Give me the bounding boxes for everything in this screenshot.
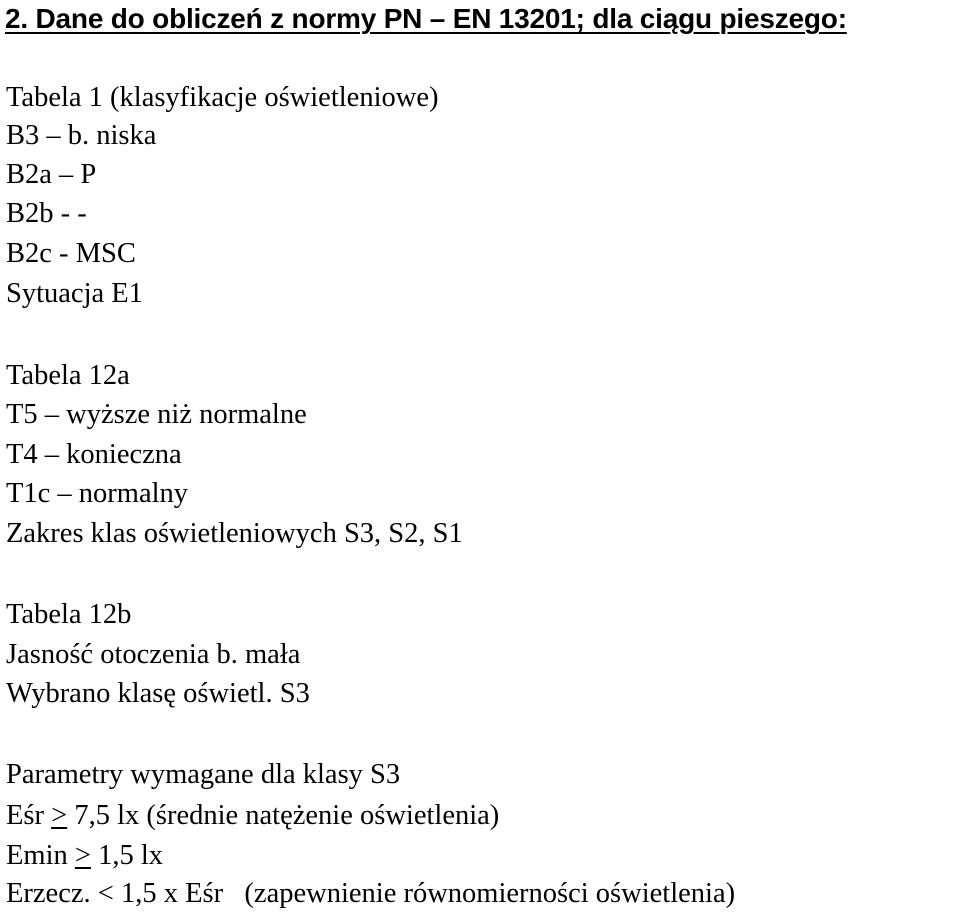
tabela-12b-line: Jasność otoczenia b. mała [6,639,301,670]
emin-value: 1,5 lx [98,840,163,871]
section-heading-text: 2. Dane do obliczeń z normy PN – EN 13201; dla ciągu pieszego: [5,3,847,34]
erzecz-requirement: Erzecz. < 1,5 x Eśr (zapewnienie równomierności oświetlenia) [6,878,736,909]
tabela-12a-line: T4 – konieczna [6,439,182,470]
tabela-1-line: B2a – P [6,159,97,190]
greater-or-equal-symbol: > [51,800,68,831]
emin-requirement [6,838,163,874]
tabela-12a-title: Tabela 12a [6,360,130,391]
tabela-12b-line: Wybrano klasę oświetl. S3 [6,678,310,709]
section-heading [5,0,847,38]
esr-value: 7,5 lx (średnie natężenie oświetlenia) [74,800,500,831]
tabela-1-title: Tabela 1 (klasyfikacje oświetleniowe) [6,82,439,113]
esr-label: Eśr [6,800,44,831]
tabela-1-line: B3 – b. niska [6,120,157,151]
greater-or-equal-symbol: > [74,840,91,871]
tabela-1-line: Sytuacja E1 [6,278,143,309]
tabela-12b-title: Tabela 12b [6,599,132,630]
tabela-12a-line: Zakres klas oświetleniowych S3, S2, S1 [6,518,463,549]
parametry-title: Parametry wymagane dla klasy S3 [6,759,401,790]
esr-requirement [6,798,499,834]
tabela-12a-line: T5 – wyższe niż normalne [6,399,307,430]
tabela-1-line: B2c - MSC [6,238,136,269]
tabela-12a-line: T1c – normalny [6,478,189,509]
emin-label: Emin [6,840,68,871]
tabela-1-line: B2b - - [6,198,87,229]
